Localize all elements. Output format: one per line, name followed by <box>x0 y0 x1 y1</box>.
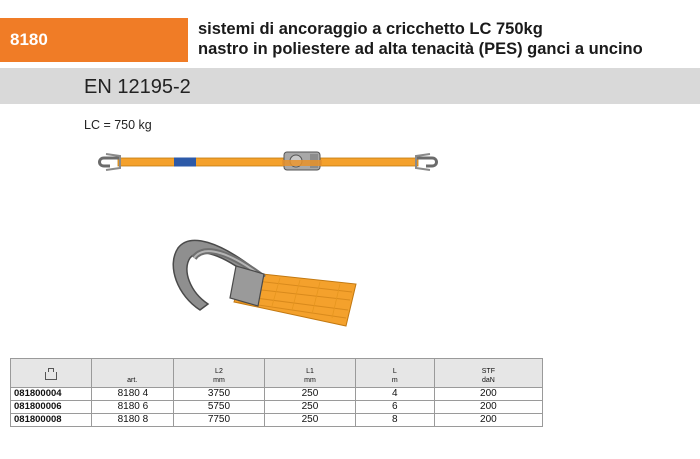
title-line-2: nastro in poliestere ad alta tenacità (PES) ganci a uncino <box>198 40 643 58</box>
cell-art: 8180 6 <box>91 401 173 414</box>
header-l1: L1 mm <box>265 359 356 388</box>
cell-l1: 250 <box>265 401 356 414</box>
cell-code: 081800004 <box>11 388 92 401</box>
package-icon <box>45 372 57 380</box>
cell-l: 8 <box>355 414 434 427</box>
table-row <box>11 414 543 427</box>
header-l2: L2 mm <box>173 359 264 388</box>
product-code-badge <box>0 18 188 62</box>
header-stf: STF daN <box>434 359 542 388</box>
standard-label: EN 12195-2 <box>84 76 191 98</box>
lc-label: LC = 750 kg <box>84 118 152 132</box>
cell-l1: 250 <box>265 414 356 427</box>
product-title <box>198 19 698 59</box>
cell-stf: 200 <box>434 414 542 427</box>
cell-stf: 200 <box>434 401 542 414</box>
cell-l: 4 <box>355 388 434 401</box>
header-art: art. <box>91 359 173 388</box>
cell-l2: 5750 <box>173 401 264 414</box>
cell-art: 8180 4 <box>91 388 173 401</box>
cell-code: 081800008 <box>11 414 92 427</box>
standard-band <box>0 68 700 104</box>
table-row <box>11 388 543 401</box>
cell-stf: 200 <box>434 388 542 401</box>
header-code <box>11 359 92 388</box>
header-l: L m <box>355 359 434 388</box>
table-header-row <box>11 359 543 388</box>
cell-l1: 250 <box>265 388 356 401</box>
cell-l: 6 <box>355 401 434 414</box>
title-line-1: sistemi di ancoraggio a cricchetto LC 750kg <box>198 20 543 38</box>
product-code: 8180 <box>10 30 48 49</box>
cell-l2: 3750 <box>173 388 264 401</box>
cell-l2: 7750 <box>173 414 264 427</box>
table-row <box>11 401 543 414</box>
cell-code: 081800006 <box>11 401 92 414</box>
cell-art: 8180 8 <box>91 414 173 427</box>
hook-closeup-image <box>160 222 370 332</box>
ratchet-strap-image <box>96 144 446 188</box>
specifications-table <box>10 358 543 427</box>
